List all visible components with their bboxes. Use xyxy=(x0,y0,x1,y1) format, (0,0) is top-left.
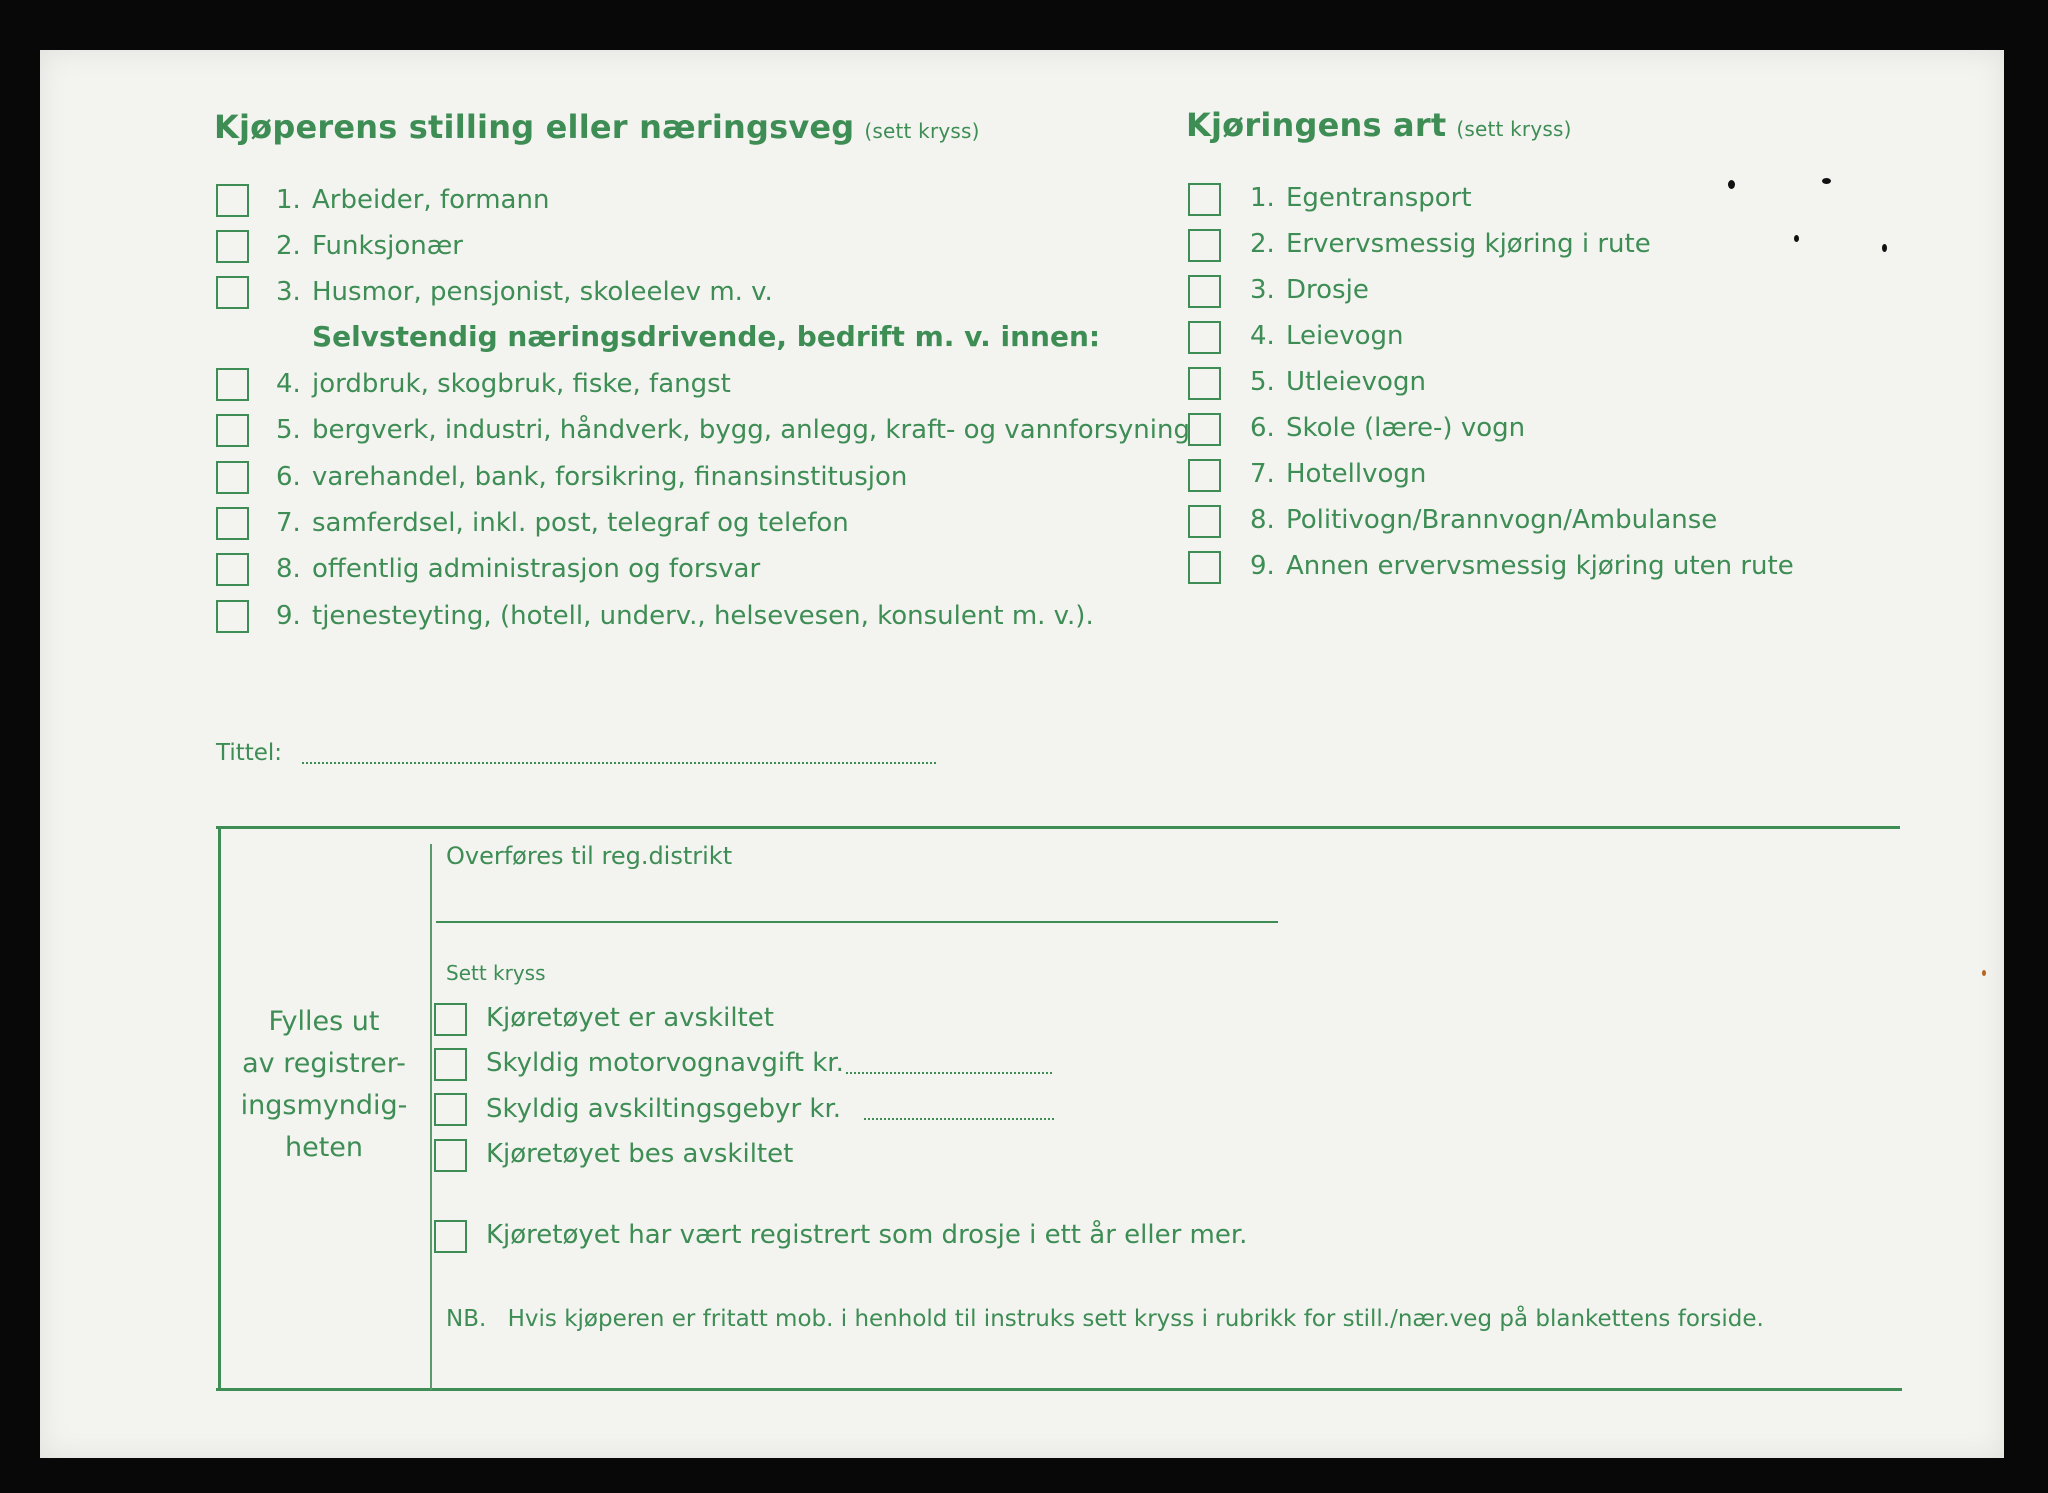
driving-item xyxy=(1250,229,1651,259)
item-label: Drosje xyxy=(1286,275,1369,305)
left-heading-title: Kjøperens stilling eller næringsveg xyxy=(214,108,855,146)
occupation-item xyxy=(276,508,849,538)
item-label: Utleievogn xyxy=(1286,367,1426,397)
right-heading xyxy=(1186,106,1572,144)
side-label-line: Fylles ut xyxy=(268,1006,380,1037)
driving-item xyxy=(1250,321,1404,351)
item-label: Leievogn xyxy=(1286,321,1404,351)
side-label-line: heten xyxy=(284,1132,364,1163)
driving-item xyxy=(1250,275,1369,305)
checkbox-driving-4[interactable] xyxy=(1188,321,1221,354)
checkbox-occupation-7[interactable] xyxy=(216,507,249,540)
driving-item xyxy=(1250,413,1525,443)
left-heading xyxy=(214,108,980,146)
side-label-line: av registrer- xyxy=(242,1048,406,1079)
checkbox-deregistered[interactable] xyxy=(434,1003,467,1036)
checkbox-vehicle-tax-owed[interactable] xyxy=(434,1048,467,1081)
occupation-item xyxy=(276,415,1190,445)
item-label: Ervervsmessig kjøring i rute xyxy=(1286,229,1651,259)
driving-item xyxy=(1250,505,1717,535)
transfer-district-line[interactable] xyxy=(436,921,1278,923)
item-label: Husmor, pensjonist, skoleelev m. v. xyxy=(312,277,773,307)
checkbox-taxi-one-year[interactable] xyxy=(434,1220,467,1253)
occupation-item xyxy=(276,462,907,492)
occupation-item xyxy=(276,554,760,584)
check-label-taxi-one-year: Kjøretøyet har vært registrert som drosje i ett år eller mer. xyxy=(486,1220,1248,1250)
check-label-vehicle-tax-owed: Skyldig motorvognavgift kr. xyxy=(486,1048,844,1078)
driving-item xyxy=(1250,459,1426,489)
checkbox-driving-5[interactable] xyxy=(1188,367,1221,400)
left-heading-note: (sett kryss) xyxy=(864,119,980,143)
side-label-line: ingsmyndig- xyxy=(240,1090,408,1121)
item-label: Skole (lære-) vogn xyxy=(1286,413,1526,443)
item-number: 3. xyxy=(1250,275,1275,305)
checkbox-driving-6[interactable] xyxy=(1188,413,1221,446)
box-left-border xyxy=(218,828,221,1390)
self-employed-subheading: Selvstendig næringsdrivende, bedrift m. v. innen: xyxy=(312,320,1101,353)
item-label: jordbruk, skogbruk, fiske, fangst xyxy=(312,369,731,399)
registry-side-label xyxy=(236,1001,412,1169)
checkbox-deregistration-fee-owed[interactable] xyxy=(434,1093,467,1126)
occupation-item xyxy=(276,185,549,215)
item-number: 7. xyxy=(276,508,301,538)
deregistration-fee-amount-line[interactable] xyxy=(864,1118,1054,1120)
item-number: 4. xyxy=(1250,321,1275,351)
scan-speck xyxy=(1794,235,1799,242)
checkbox-driving-9[interactable] xyxy=(1188,551,1221,584)
check-note: Sett kryss xyxy=(446,961,546,985)
item-number: 5. xyxy=(1250,367,1275,397)
item-number: 6. xyxy=(276,462,301,492)
driving-item xyxy=(1250,183,1472,213)
checkbox-occupation-8[interactable] xyxy=(216,553,249,586)
scan-speck xyxy=(1822,178,1831,184)
item-number: 1. xyxy=(276,185,301,215)
occupation-item xyxy=(276,369,731,399)
item-label: varehandel, bank, forsikring, finansinstitusjon xyxy=(312,462,908,492)
check-label-request-deregistration: Kjøretøyet bes avskiltet xyxy=(486,1139,794,1169)
checkbox-occupation-3[interactable] xyxy=(216,276,249,309)
checkbox-driving-2[interactable] xyxy=(1188,229,1221,262)
item-label: Arbeider, formann xyxy=(312,185,550,215)
checkbox-occupation-9[interactable] xyxy=(216,600,249,633)
form-sheet xyxy=(40,50,2004,1458)
item-number: 8. xyxy=(1250,505,1275,535)
item-label: samferdsel, inkl. post, telegraf og telefon xyxy=(312,508,849,538)
title-field-label: Tittel: xyxy=(216,740,283,766)
nb-text: Hvis kjøperen er fritatt mob. i henhold til instruks sett kryss i rubrikk for still./nær.veg på blankettens forside. xyxy=(507,1306,1764,1332)
item-label: Hotellvogn xyxy=(1286,459,1427,489)
driving-item xyxy=(1250,551,1794,581)
item-label: Politivogn/Brannvogn/Ambulanse xyxy=(1286,505,1718,535)
item-number: 8. xyxy=(276,554,301,584)
item-number: 2. xyxy=(276,231,301,261)
item-number: 2. xyxy=(1250,229,1275,259)
item-number: 3. xyxy=(276,277,301,307)
nb-note xyxy=(446,1306,1764,1332)
transfer-district-label: Overføres til reg.distrikt xyxy=(446,842,733,870)
check-label-deregistered: Kjøretøyet er avskiltet xyxy=(486,1003,774,1033)
checkbox-occupation-2[interactable] xyxy=(216,230,249,263)
scan-speck xyxy=(1982,970,1986,976)
item-number: 5. xyxy=(276,415,301,445)
item-number: 9. xyxy=(1250,551,1275,581)
checkbox-driving-1[interactable] xyxy=(1188,183,1221,216)
right-heading-note: (sett kryss) xyxy=(1456,117,1572,141)
item-number: 4. xyxy=(276,369,301,399)
item-label: bergverk, industri, håndverk, bygg, anlegg, kraft- og vannforsyning xyxy=(312,415,1190,445)
item-number: 1. xyxy=(1250,183,1275,213)
checkbox-occupation-4[interactable] xyxy=(216,368,249,401)
checkbox-request-deregistration[interactable] xyxy=(434,1139,467,1172)
checkbox-driving-3[interactable] xyxy=(1188,275,1221,308)
right-heading-title: Kjøringens art xyxy=(1186,106,1447,144)
item-number: 7. xyxy=(1250,459,1275,489)
title-field-line[interactable] xyxy=(302,762,936,764)
box-column-divider xyxy=(430,844,432,1390)
check-label-deregistration-fee-owed: Skyldig avskiltingsgebyr kr. xyxy=(486,1094,842,1124)
scan-speck xyxy=(1728,180,1735,189)
checkbox-occupation-1[interactable] xyxy=(216,184,249,217)
item-label: Annen ervervsmessig kjøring uten rute xyxy=(1286,551,1794,581)
item-label: Egentransport xyxy=(1286,183,1472,213)
item-label: Funksjonær xyxy=(312,231,463,261)
vehicle-tax-amount-line[interactable] xyxy=(846,1072,1052,1074)
item-number: 6. xyxy=(1250,413,1275,443)
item-label: tjenesteyting, (hotell, underv., helsevesen, konsulent m. v.). xyxy=(312,601,1094,631)
checkbox-occupation-5[interactable] xyxy=(216,414,249,447)
box-bottom-border xyxy=(216,1388,1902,1391)
box-top-border xyxy=(216,826,1900,829)
scan-speck xyxy=(1882,244,1887,252)
nb-prefix: NB. xyxy=(446,1306,487,1332)
item-label: offentlig administrasjon og forsvar xyxy=(312,554,761,584)
occupation-item xyxy=(276,277,773,307)
occupation-item xyxy=(276,231,463,261)
item-number: 9. xyxy=(276,601,301,631)
checkbox-occupation-6[interactable] xyxy=(216,461,249,494)
occupation-item xyxy=(276,601,1094,631)
checkbox-driving-8[interactable] xyxy=(1188,505,1221,538)
checkbox-driving-7[interactable] xyxy=(1188,459,1221,492)
driving-item xyxy=(1250,367,1426,397)
